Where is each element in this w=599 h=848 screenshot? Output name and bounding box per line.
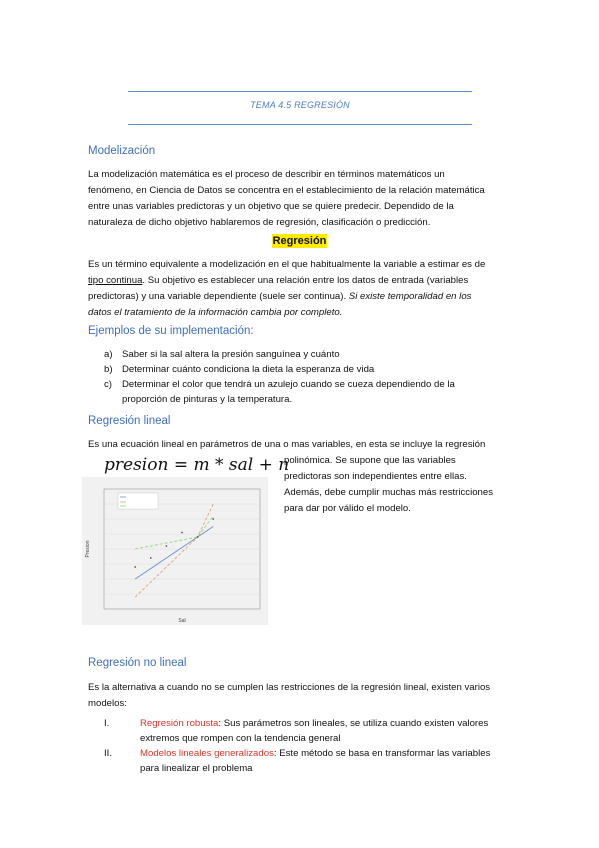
list-marker: c) — [104, 379, 112, 390]
data-point — [134, 566, 136, 568]
list-marker: a) — [104, 349, 113, 360]
lineal-side-paragraph — [284, 453, 514, 517]
list-item — [104, 716, 488, 731]
lineal-intro: Es una ecuación lineal en parámetros de una o mas variables, en esta se incluye la regresión — [88, 439, 486, 450]
regresion-heading-wrap — [0, 235, 599, 247]
side-line-1: polinómica. Se supone que las variables — [284, 455, 456, 466]
data-point — [150, 557, 152, 559]
chart-legend — [118, 493, 158, 509]
no-lineal-intro-line-2: modelos: — [88, 698, 127, 709]
list-item-text: Saber si la sal altera la presión sanguínea y cuánto — [122, 349, 340, 360]
list-item-text: Determinar cuánto condiciona la dieta la esperanza de vida — [122, 364, 375, 375]
header-bottom-rule — [128, 124, 472, 125]
series-line — [135, 504, 213, 597]
data-point — [166, 545, 168, 547]
ejemplos-heading: Ejemplos de su implementación: — [88, 325, 254, 337]
list-item-text: : Sus parámetros son lineales, se utiliza cuando existen valores — [218, 718, 489, 729]
regresion-heading: Regresión — [272, 235, 327, 247]
regression-chart — [82, 477, 268, 625]
modelizacion-line-1: La modelización matemática es el proceso de describir en términos matemáticos un — [88, 169, 445, 180]
list-item-text: : Este método se basa en transformar las variables — [273, 748, 491, 759]
y-axis-label: Presion — [85, 540, 91, 558]
regresion-line-4: datos el tratamiento de la información cambia por completo. — [88, 307, 343, 318]
data-point — [181, 532, 183, 534]
page-title: TEMA 4.5 REGRESIÓN — [250, 100, 350, 110]
modelizacion-line-2: fenómeno, en Ciencia de Datos se concentra en el establecimiento de la relación matemática — [88, 185, 485, 196]
list-item-continuation: para linealizar el problema — [140, 763, 253, 774]
lineal-heading: Regresión lineal — [88, 415, 171, 427]
list-marker: II. — [104, 748, 112, 759]
regresion-line-3 — [88, 289, 508, 305]
regresion-line-3-normal: predictoras) y una variable dependiente (suele ser continua). — [88, 291, 349, 302]
no-lineal-intro — [88, 680, 508, 712]
modelizacion-line-4: naturaleza de dicho objetivo hablaremos de regresión, clasificación o predicción. — [88, 217, 431, 228]
regresion-paragraph — [88, 257, 508, 321]
data-point — [197, 536, 199, 538]
list-item — [104, 347, 340, 362]
regresion-line-2-rest: . Su objetivo es establecer una relación entre los datos de entrada (variables — [142, 275, 469, 286]
header-top-rule — [128, 91, 472, 92]
regresion-line-1: Es un término equivalente a modelización en el que habitualmente la variable a estimar es de — [88, 259, 486, 270]
series-line — [135, 527, 213, 580]
regression-chart-svg — [82, 477, 268, 625]
model-name-robusta: Regresión robusta — [140, 718, 219, 729]
list-item-text: Determinar el color que tendrá un azulejo cuando se cueza dependiendo de la — [122, 379, 455, 390]
side-line-4: para dar por válido el modelo. — [284, 503, 411, 514]
x-axis-label: Sal — [178, 618, 186, 624]
no-lineal-heading: Regresión no lineal — [88, 657, 187, 669]
model-name-generalizados: Modelos lineales generalizados — [140, 748, 274, 759]
legend-box — [118, 493, 158, 509]
regresion-line-3-italic: Si existe temporalidad en los — [348, 291, 472, 302]
list-item-continuation: extremos que rompen con la tendencia general — [140, 733, 341, 744]
series-line — [135, 516, 213, 549]
regresion-line-2 — [88, 273, 508, 289]
list-marker: I. — [104, 718, 110, 729]
data-point — [212, 518, 214, 520]
list-item-continuation: proporción de pinturas y la temperatura. — [122, 394, 293, 405]
formula: presion = m * sal + n — [104, 455, 290, 475]
modelizacion-line-3: entre unas variables predictoras y un objetivo que se quiere predecir. Dependido de la — [88, 201, 454, 212]
tipo-continua-link[interactable]: tipo continua — [88, 275, 143, 286]
list-item — [104, 377, 455, 392]
list-marker: b) — [104, 364, 113, 375]
side-line-2: predictoras son independientes entre ellas. — [284, 471, 467, 482]
list-item — [104, 362, 374, 377]
modelizacion-heading: Modelización — [88, 145, 156, 157]
no-lineal-intro-line-1: Es la alternativa a cuando no se cumplen las restricciones de la regresión lineal, existen varios — [88, 682, 491, 693]
modelizacion-paragraph — [88, 167, 508, 231]
list-item — [104, 746, 490, 761]
side-line-3: Además, debe cumplir muchas más restricciones — [284, 487, 494, 498]
